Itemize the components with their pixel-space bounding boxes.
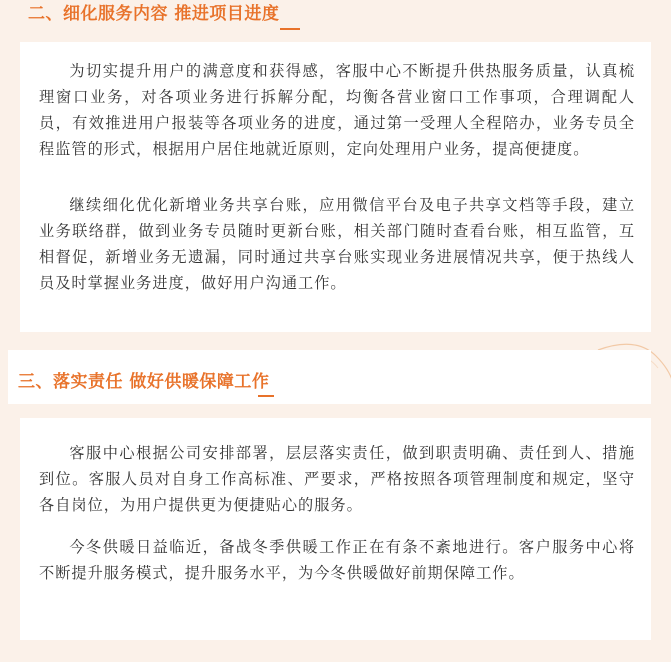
section-heading: 三、落实责任 做好供暖保障工作 [18,372,270,392]
section-heading: 二、细化服务内容 推进项目进度 [28,4,280,24]
content-card [20,42,651,332]
paragraph: 今冬供暖日益临近，备战冬季供暖工作正在有条不紊地进行。客户服务中心将不断提升服务模式，提升服务水平，为今冬供暖做好前期保障工作。 [39,538,635,582]
heading-underline [258,395,274,397]
content-card [20,418,651,640]
paragraph: 为切实提升用户的满意度和获得感，客服中心不断提升供热服务质量，认真梳理窗口业务，对各项业务进行拆解分配，均衡各营业窗口工作事项，合理调配人员，有效推进用户报装等各项业务的进度，通过第一受理人全程陪办，业务专员全程监管的形式，根据用户居住地就近原则，定向处理用户业务，提高便捷度。 [39,62,635,158]
heading-underline [280,28,300,30]
paragraph: 继续细化优化新增业务共享台账，应用微信平台及电子共享文档等手段，建立业务联络群，做到业务专员随时更新台账，相关部门随时查看台账，相互监管，互相督促，新增业务无遗漏，同时通过共享台账实现业务进展情况共享，便于热线人员及时掌握业务进度，做好用户沟通工作。 [39,196,635,292]
paragraph: 客服中心根据公司安排部署，层层落实责任，做到职责明确、责任到人、措施到位。客服人员对自身工作高标准、严要求，严格按照各项管理制度和规定，坚守各自岗位，为用户提供更为便捷贴心的服务。 [39,444,635,514]
